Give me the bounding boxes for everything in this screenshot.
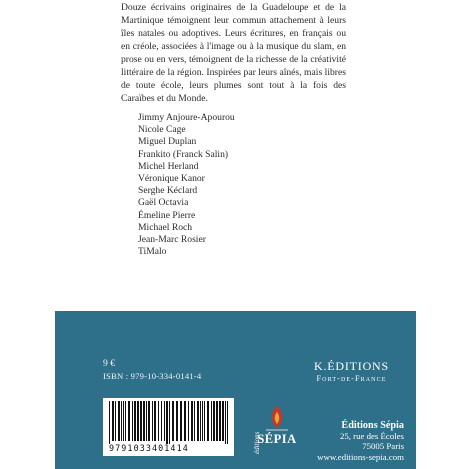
barcode-bar <box>118 401 120 441</box>
barcode-bar <box>197 401 199 441</box>
barcode-bar <box>200 401 201 441</box>
author-name: Jimmy Anjoure-Apourou <box>138 112 235 123</box>
author-name: TiMalo <box>138 246 167 258</box>
logo-text: SÉPIA <box>257 432 297 446</box>
barcode-bar <box>146 401 147 441</box>
author-name: Miguel Duplan <box>138 136 197 148</box>
author-name: Michel Herland <box>138 160 199 172</box>
barcode-digits: 9791033401414 <box>109 443 189 453</box>
barcode-bar <box>140 401 142 441</box>
barcode-bar <box>137 401 139 441</box>
barcode-bar <box>158 401 159 441</box>
publisher-website: www.editions-sepia.com <box>317 451 404 462</box>
barcode-bar <box>222 401 224 441</box>
barcode-bar <box>204 401 205 441</box>
barcode-bar <box>109 401 110 444</box>
barcode-bar <box>148 401 150 441</box>
back-cover-blurb: Douze écrivains originaires de la Guadeloupe et de la Martinique témoignent leur commun attachement à leurs îles natales ou adoptives. Leurs écritures, en français ou en créole, associées à l'image ou à la musique du slam, en prose ou en vers, témoignent de la richesse de la créativité littéraire de la région. Inspirées par leurs aînés, mais libres de toute école, leurs plumes sont tout à la fois des Caraïbes et du Monde. <box>121 2 346 104</box>
author-name: Émeline Pierre <box>138 209 196 221</box>
barcode-bar <box>112 401 114 441</box>
barcode-bar <box>123 401 124 441</box>
barcode-bar <box>202 401 203 441</box>
author-name: Michael Roch <box>138 221 193 233</box>
barcode-bar <box>166 401 168 444</box>
barcode-bar <box>180 401 182 441</box>
barcode-bar <box>152 401 153 441</box>
barcode <box>103 398 234 456</box>
author-name: Jean-Marc Rosier <box>138 234 206 246</box>
barcode-bar <box>154 401 156 441</box>
barcode-bar <box>191 401 193 441</box>
barcode-bar <box>161 401 162 441</box>
barcode-bar <box>216 401 218 441</box>
kedition-city: Fort-de-France <box>316 374 387 383</box>
barcode-bars <box>103 398 234 444</box>
author-name: Serghe Kéclard <box>138 185 198 197</box>
barcode-bar <box>128 401 130 441</box>
author-name: Véronique Kanor <box>138 173 205 185</box>
barcode-bar <box>194 401 195 441</box>
barcode-bar <box>219 401 221 441</box>
author-name: Frankito (Franck Salin) <box>138 148 229 160</box>
publisher-address-line: 25, rue des Écoles <box>339 431 404 442</box>
barcode-bar <box>134 401 136 441</box>
barcode-bar <box>176 401 178 441</box>
barcode-bar <box>211 401 212 441</box>
publisher-name: Éditions Sépia <box>341 420 404 431</box>
barcode-bar <box>143 401 145 441</box>
barcode-bar <box>213 401 215 441</box>
publisher-address-line: 75005 Paris <box>362 441 404 452</box>
publisher-address-block <box>277 421 404 462</box>
barcode-bar <box>132 401 133 441</box>
barcode-bar <box>115 401 116 441</box>
price-label: 9 € <box>103 358 115 369</box>
barcode-bar <box>227 401 228 444</box>
author-name: Gaël Octavia <box>138 197 189 209</box>
barcode-bar <box>225 401 226 444</box>
barcode-bar <box>207 401 209 441</box>
author-name: Nicole Cage <box>138 124 186 136</box>
barcode-bar <box>125 401 126 441</box>
isbn-label: ISBN : 979-10-334-0141-4 <box>103 371 202 381</box>
barcode-bar <box>172 401 174 441</box>
kedition-name: K.ÉDITIONS <box>314 359 389 373</box>
barcode-bar <box>188 401 189 441</box>
author-list <box>138 112 235 258</box>
barcode-bar <box>169 401 170 444</box>
barcode-bar <box>164 401 165 441</box>
barcode-bar <box>121 401 122 441</box>
logo-small-text: éditions <box>253 431 261 454</box>
barcode-bar <box>184 401 186 441</box>
